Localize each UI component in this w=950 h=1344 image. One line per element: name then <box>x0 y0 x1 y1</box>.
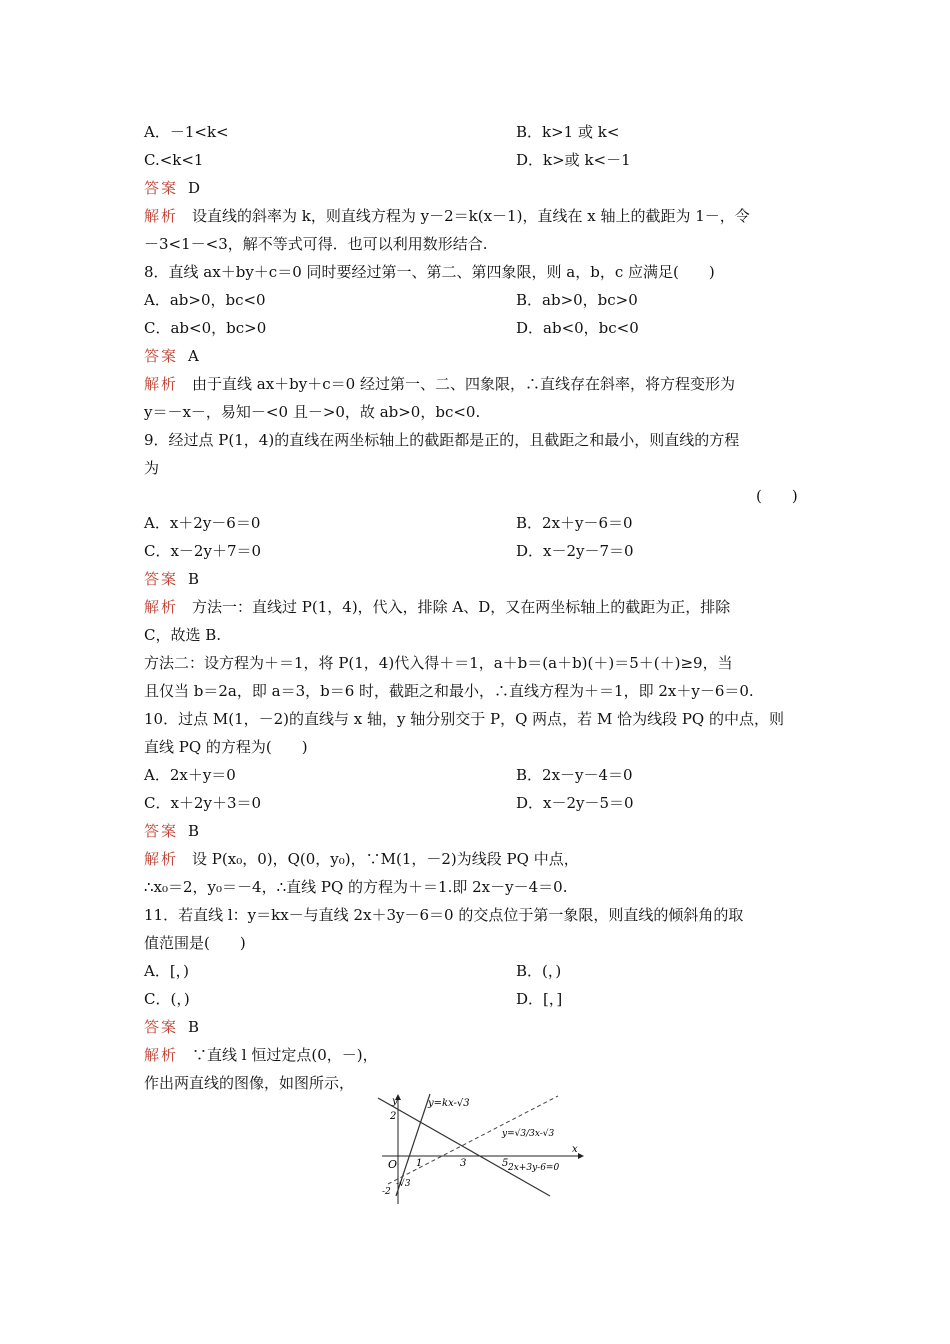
x-axis-arrow <box>578 1153 584 1159</box>
q10-stem-line-1: 10．过点 M(1，－2)的直线与 x 轴，y 轴分别交于 P，Q 两点，若 M 恰为线段 PQ 的中点，则 <box>144 710 784 728</box>
q9-option-a: A．x＋2y－6＝0 <box>144 514 261 532</box>
q7-solution-line-1 <box>144 206 750 226</box>
q10-option-a: A．2x＋y＝0 <box>144 766 236 784</box>
tick-2: 2 <box>390 1111 397 1122</box>
tick-neg2: -2 <box>382 1187 391 1197</box>
answer-value: B <box>188 1018 200 1036</box>
q9-solution-line-3: 方法二：设方程为＋＝1，将 P(1，4)代入得＋＝1，a＋b＝(a＋b)(＋)＝5＋(＋)≥9，当 <box>144 654 733 672</box>
solution-text: ∵直线 l 恒过定点(0，－)， <box>192 1046 378 1064</box>
solution-text: 由于直线 ax＋by＋c＝0 经过第一、二、四象限，∴直线存在斜率，将方程变形为 <box>192 375 735 393</box>
tick-neg-root3: -√3 <box>396 1179 411 1189</box>
q9-answer <box>144 569 199 589</box>
label-line-dashed: y=√3/3x-√3 <box>502 1129 555 1139</box>
answer-value: B <box>188 822 200 840</box>
label-y-axis: y <box>392 1096 398 1107</box>
q11-answer <box>144 1017 199 1037</box>
q9-solution-line-4: 且仅当 b＝2a，即 a＝3，b＝6 时，截距之和最小，∴直线方程为＋＝1，即 2x＋y－6＝0. <box>144 682 754 700</box>
solution-label: 解析 <box>144 207 179 225</box>
q10-answer <box>144 821 199 841</box>
tick-1: 1 <box>416 1158 423 1169</box>
answer-label: 答案 <box>144 179 179 197</box>
q8-answer <box>144 346 199 366</box>
q9-option-d: D．x－2y－7＝0 <box>516 542 634 560</box>
label-origin: O <box>388 1158 398 1171</box>
answer-value: A <box>188 347 199 365</box>
two-lines-graph <box>372 1092 584 1204</box>
q11-stem-line-1: 11．若直线 l：y＝kx－与直线 2x＋3y－6＝0 的交点位于第一象限，则直线的倾斜角的取 <box>144 906 744 924</box>
q8-option-c: C．ab<0，bc>0 <box>144 319 267 337</box>
q8-option-a: A．ab>0，bc<0 <box>144 291 266 309</box>
solution-label: 解析 <box>144 375 179 393</box>
q10-stem-line-2: 直线 PQ 的方程为( ) <box>144 738 308 756</box>
q10-option-b: B．2x－y－4＝0 <box>516 766 633 784</box>
q10-solution-line-1 <box>144 849 579 869</box>
q10-option-c: C．x＋2y＋3＝0 <box>144 794 262 812</box>
q9-stem-line-1: 9．经过点 P(1，4)的直线在两坐标轴上的截距都是正的，且截距之和最小，则直线的方程 <box>144 431 740 449</box>
answer-value: D <box>188 179 201 197</box>
q11-solution-line-2: 作出两直线的图像，如图所示， <box>144 1074 355 1092</box>
q11-solution-line-1 <box>144 1045 378 1065</box>
q9-answer-blank: ( ) <box>756 487 798 505</box>
answer-value: B <box>188 570 200 588</box>
q9-solution-line-2: C，故选 B. <box>144 626 222 644</box>
q10-option-d: D．x－2y－5＝0 <box>516 794 634 812</box>
solution-label: 解析 <box>144 850 179 868</box>
tick-5: 5 <box>502 1158 509 1169</box>
q7-option-b: B．k>1 或 k< <box>516 123 620 141</box>
q11-option-c: C．(，) <box>144 990 190 1008</box>
q11-option-a: A．[，) <box>144 962 190 980</box>
q7-option-c: C.<k<1 <box>144 151 204 169</box>
q8-option-d: D．ab<0，bc<0 <box>516 319 639 337</box>
q11-option-d: D．[，] <box>516 990 563 1008</box>
q9-stem-line-2: 为 <box>144 459 160 477</box>
answer-label: 答案 <box>144 347 179 365</box>
q9-solution-line-1 <box>144 597 730 617</box>
q8-option-b: B．ab>0，bc>0 <box>516 291 638 309</box>
tick-3: 3 <box>460 1158 467 1169</box>
q8-solution-line-1 <box>144 374 735 394</box>
solution-text: 方法一：直线过 P(1，4)，代入，排除 A、D，又在两坐标轴上的截距为正，排除 <box>192 598 731 616</box>
solution-label: 解析 <box>144 598 179 616</box>
solution-label: 解析 <box>144 1046 179 1064</box>
label-x-axis: x <box>572 1144 578 1155</box>
solution-text: 设直线的斜率为 k，则直线方程为 y－2＝k(x－1)，直线在 x 轴上的截距为 1－，令 <box>192 207 750 225</box>
q10-solution-line-2: ∴x₀＝2，y₀＝－4，∴直线 PQ 的方程为＋＝1.即 2x－y－4＝0. <box>144 878 568 896</box>
q8-stem: 8．直线 ax＋by＋c＝0 同时要经过第一、第二、第四象限，则 a，b，c 应满足( ) <box>144 263 715 281</box>
label-line-fixed: 2x+3y-6=0 <box>508 1163 560 1173</box>
q7-answer <box>144 178 200 198</box>
q7-option-a: A．－1<k< <box>144 123 229 141</box>
answer-label: 答案 <box>144 570 179 588</box>
q7-solution-line-2: －3<1－<3，解不等式可得．也可以利用数形结合. <box>144 235 488 253</box>
solution-text: 设 P(x₀，0)，Q(0，y₀)，∵M(1，－2)为线段 PQ 中点， <box>192 850 579 868</box>
answer-label: 答案 <box>144 822 179 840</box>
q9-option-b: B．2x＋y－6＝0 <box>516 514 633 532</box>
answer-label: 答案 <box>144 1018 179 1036</box>
label-line-l: y=kx-√3 <box>428 1098 470 1109</box>
q8-solution-line-2: y＝－x－，易知－<0 且－>0，故 ab>0，bc<0. <box>144 403 481 421</box>
q11-option-b: B．(，) <box>516 962 562 980</box>
q7-option-d: D．k>或 k<－1 <box>516 151 631 169</box>
q9-option-c: C．x－2y＋7＝0 <box>144 542 262 560</box>
q11-stem-line-2: 值范围是( ) <box>144 934 246 952</box>
